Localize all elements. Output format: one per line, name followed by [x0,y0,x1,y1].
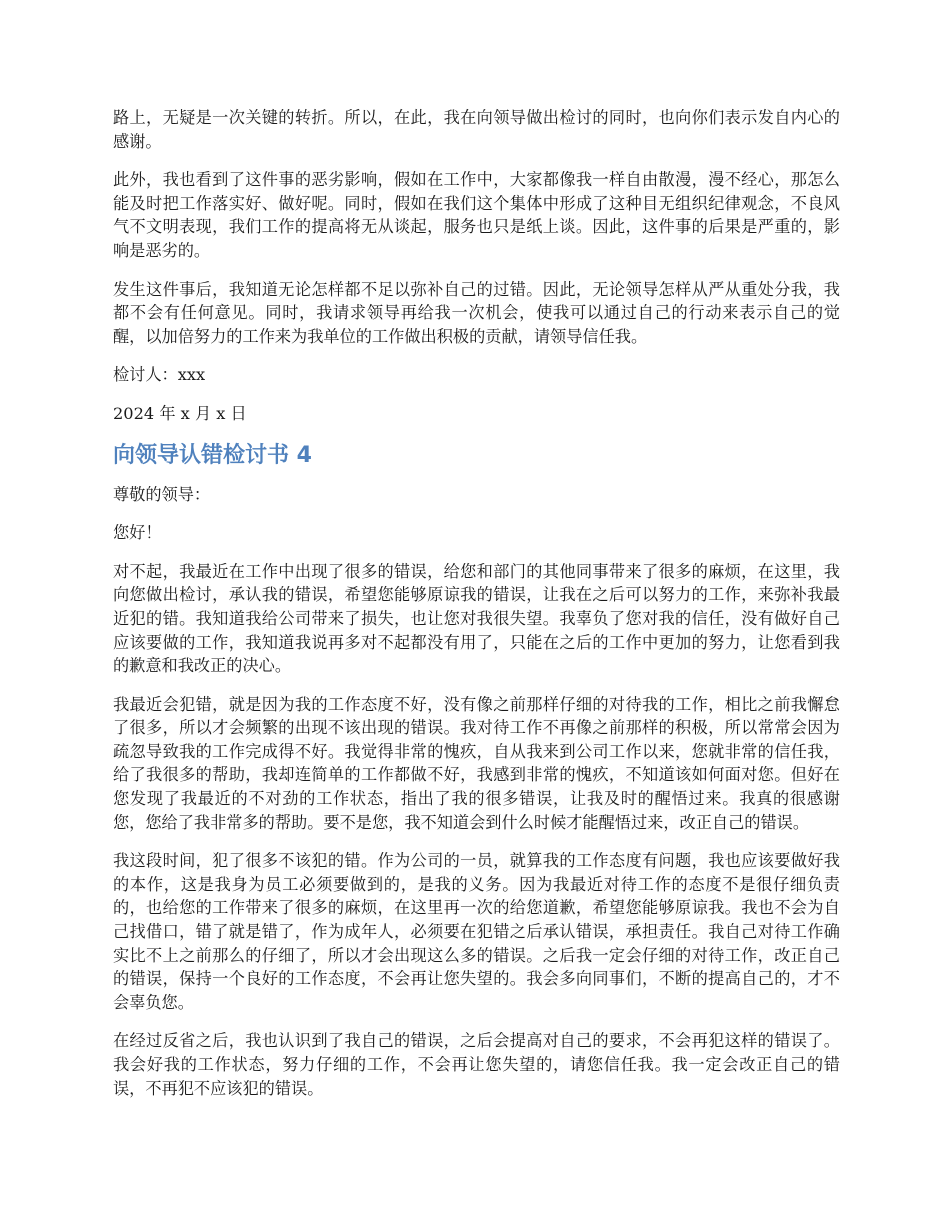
signature: 检讨人：xxx [113,365,206,385]
date: 2024 年 x 月 x 日 [113,403,247,423]
salutation: 尊敬的领导： [113,484,211,504]
paragraph: 发生这件事后，我知道无论怎样都不足以弥补自己的过错。因此，无论领导怎样从严从重处分我，我都不会有任何意见。同时，我请求领导再给我一次机会，使我可以通过自己的行动来表示自己的觉醒，以加倍努力的工作来为我单位的工作做出积极的贡献，请领导信任我。 [113,279,840,346]
section-heading: 向领导认错检讨书 4 [113,442,312,468]
paragraph: 我这段时间，犯了很多不该犯的错。作为公司的一员，就算我的工作态度有问题，我也应该要做好我的本作，这是我身为员工必须要做到的，是我的义务。因为我最近对待工作的态度不是很仔细负责的，也给您的工作带来了很多的麻烦，在这里再一次的给您道歉，希望您能够原谅我。我也不会为自己找借口，错了就是错了，作为成年人，必须要在犯错之后承认错误，承担责任。我自己对待工作确实比不上之前那么的仔细了，所以才会出现这么多的错误。之后我一定会仔细的对待工作，改正自己的错误，保持一个良好的工作态度，不会再让您失望的。我会多向同事们，不断的提高自己的，才不会辜负您。 [113,851,840,1012]
paragraph: 对不起，我最近在工作中出现了很多的错误，给您和部门的其他同事带来了很多的麻烦，在这里，我向您做出检讨，承认我的错误，希望您能够原谅我的错误，让我在之后可以努力的工作，来弥补我最近犯的错。我知道我给公司带来了损失，也让您对我很失望。我辜负了您对我的信任，没有做好自己应该要做的工作，我知道我说再多对不起都没有用了，只能在之后的工作中更加的努力，让您看到我的歉意和我改正的决心。 [113,561,840,676]
paragraph: 在经过反省之后，我也认识到了我自己的错误，之后会提高对自己的要求，不会再犯这样的错误了。我会好我的工作状态，努力仔细的工作，不会再让您失望的，请您信任我。我一定会改正自己的错误，不再犯不应该犯的错误。 [113,1031,840,1098]
document-page [113,106,840,1115]
paragraph: 此外，我也看到了这件事的恶劣影响，假如在工作中，大家都像我一样自由散漫，漫不经心，那怎么能及时把工作落实好、做好呢。同时，假如在我们这个集体中形成了这种目无组织纪律观念，不良风气不文明表现，我们工作的提高将无从谈起，服务也只是纸上谈。因此，这件事的后果是严重的，影响是恶劣的。 [113,170,840,260]
paragraph: 路上，无疑是一次关键的转折。所以，在此，我在向领导做出检讨的同时，也向你们表示发自内心的感谢。 [113,108,840,151]
paragraph: 我最近会犯错，就是因为我的工作态度不好，没有像之前那样仔细的对待我的工作，相比之前我懈怠了很多，所以才会频繁的出现不该出现的错误。我对待工作不再像之前那样的积极，所以常常会因为疏忽导致我的工作完成得不好。我觉得非常的愧疚，自从我来到公司工作以来，您就非常的信任我，给了我很多的帮助，我却连简单的工作都做不好，我感到非常的愧疚，不知道该如何面对您。但好在您发现了我最近的不对劲的工作状态，指出了我的很多错误，让我及时的醒悟过来。我真的很感谢您，您给了我非常多的帮助。要不是您，我不知道会到什么时候才能醒悟过来，改正自己的错误。 [113,694,840,832]
greeting: 您好！ [113,523,162,543]
